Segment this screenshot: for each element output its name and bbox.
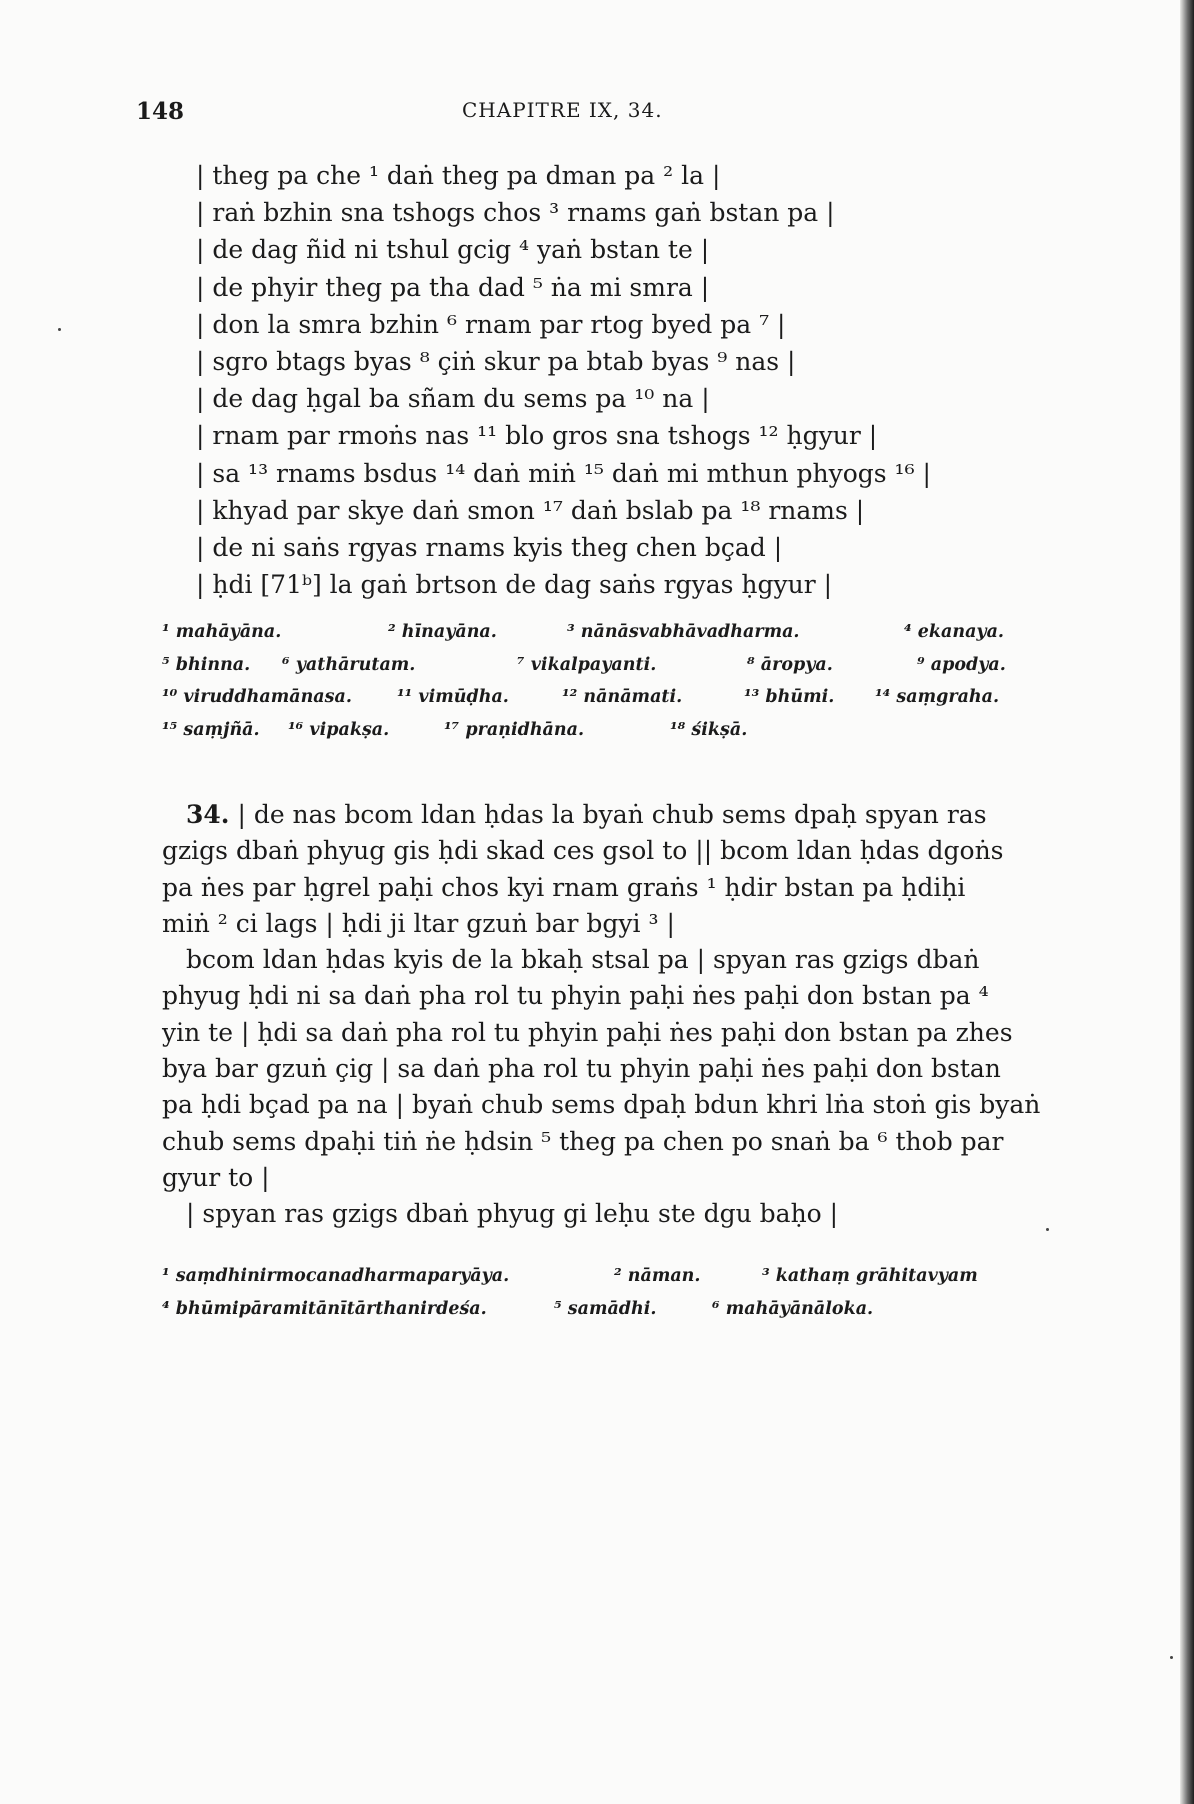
footnote: ¹⁶ vipakṣa. bbox=[288, 719, 390, 740]
verse-line: | rnam par rmoṅs nas ¹¹ blo gros sna tshogs ¹² ḥgyur | bbox=[196, 421, 878, 451]
chapter-title: CHAPITRE IX, 34. bbox=[462, 98, 663, 122]
footnote: ³ kathaṃ grāhitavyam bbox=[762, 1266, 978, 1286]
verse-line: | don la smra bzhin ⁶ rnam par rtog byed pa ⁷ | bbox=[196, 309, 786, 339]
verse-line: | sa ¹³ rnams bsdus ¹⁴ daṅ miṅ ¹⁵ daṅ mi mthun phyogs ¹⁶ | bbox=[196, 458, 931, 488]
footnote: ¹² nānāmati. bbox=[562, 687, 683, 708]
verse-block bbox=[196, 157, 996, 603]
footnote: ⁵ samādhi. bbox=[554, 1298, 657, 1319]
section-34 bbox=[162, 797, 1041, 1233]
footnote: ¹ saṃdhinirmocanadharmaparyāya. bbox=[162, 1266, 510, 1286]
verse-line: | de phyir theg pa tha dad ⁵ ṅa mi smra | bbox=[196, 272, 710, 302]
verse-line: | de ni saṅs rgyas rnams kyis theg chen bçad | bbox=[196, 533, 783, 563]
footnote: ¹³ bhūmi. bbox=[744, 687, 835, 708]
footnote-row bbox=[162, 1260, 1032, 1293]
footnote-row bbox=[162, 616, 1032, 649]
page-edge-shadow bbox=[1180, 0, 1194, 1804]
footnote: ¹¹ vimūḍha. bbox=[397, 687, 509, 708]
verse-line: | sgro btags byas ⁸ çiṅ skur pa btab byas ⁹ nas | bbox=[196, 347, 796, 377]
footnote-row bbox=[162, 1293, 1032, 1326]
paragraph-line: pa ṅes par ḥgrel paḥi chos kyi rnam graṅs ¹ ḥdir bstan pa ḥdiḥi bbox=[162, 872, 966, 902]
chapter-colophon: | spyan ras gzigs dbaṅ phyug gi leḥu ste dgu baḥo | bbox=[186, 1199, 839, 1229]
footnote-row bbox=[162, 714, 1032, 747]
running-head bbox=[136, 98, 1016, 128]
section-number: 34. bbox=[186, 800, 230, 829]
footnote: ⁸ āropya. bbox=[747, 654, 833, 675]
footnote: ⁶ yathārutam. bbox=[282, 654, 416, 675]
footnote: ⁶ mahāyānāloka. bbox=[712, 1298, 874, 1319]
paragraph-line: gyur to | bbox=[162, 1162, 270, 1192]
paragraph-line: bcom ldan ḥdas kyis de la bkaḥ stsal pa | spyan ras gzigs dbaṅ bbox=[186, 945, 980, 975]
verse-line: | de dag ñid ni tshul gcig ⁴ yaṅ bstan te | bbox=[196, 235, 710, 265]
scan-speck bbox=[1170, 1656, 1173, 1659]
scan-speck bbox=[58, 328, 61, 331]
footnote: ² nāman. bbox=[614, 1266, 701, 1286]
verse-line: | de dag ḥgal ba sñam du sems pa ¹⁰ na | bbox=[196, 384, 710, 414]
paragraph-line: miṅ ² ci lags | ḥdi ji ltar gzuṅ bar bgyi ³ | bbox=[162, 908, 675, 938]
verse-line: | khyad par skye daṅ smon ¹⁷ daṅ bslab pa ¹⁸ rnams | bbox=[196, 495, 865, 525]
paragraph-line: yin te | ḥdi sa daṅ pha rol tu phyin paḥi ṅes paḥi don bstan pa zhes bbox=[162, 1017, 1013, 1047]
paragraph-line: bya bar gzuṅ çig | sa daṅ pha rol tu phyin paḥi ṅes paḥi don bstan bbox=[162, 1054, 1001, 1084]
footnote: ⁷ vikalpayanti. bbox=[517, 654, 657, 675]
footnote: ⁴ bhūmipāramitānītārthanirdeśa. bbox=[162, 1298, 487, 1319]
footnote: ¹⁰ viruddhamānasa. bbox=[162, 687, 352, 708]
footnote: ⁵ bhinna. bbox=[162, 654, 251, 675]
footnote-row bbox=[162, 681, 1032, 714]
verse-line: | theg pa che ¹ daṅ theg pa dman pa ² la | bbox=[196, 161, 721, 190]
footnote: ⁴ ekanaya. bbox=[904, 622, 1005, 642]
footnote: ³ nānāsvabhāvadharma. bbox=[567, 622, 800, 642]
verse-line: | raṅ bzhin sna tshogs chos ³ rnams gaṅ bstan pa | bbox=[196, 198, 835, 228]
footnote: ¹⁸ śikṣā. bbox=[670, 719, 748, 740]
scan-speck bbox=[1046, 1228, 1049, 1231]
paragraph-line: gzigs dbaṅ phyug gis ḥdi skad ces gsol to || bcom ldan ḥdas dgoṅs bbox=[162, 836, 1004, 866]
footnotes-section bbox=[162, 1260, 1032, 1325]
paragraph-text: | de nas bcom ldan ḥdas la byaṅ chub sems dpaḥ spyan ras bbox=[229, 800, 987, 829]
footnote: ¹ mahāyāna. bbox=[162, 622, 282, 642]
paragraph-line: chub sems dpaḥi tiṅ ṅe ḥdsin ⁵ theg pa chen po snaṅ ba ⁶ thob par bbox=[162, 1126, 1004, 1156]
footnote: ⁹ apodya. bbox=[917, 654, 1006, 675]
paragraph-line: pa ḥdi bçad pa na | byaṅ chub sems dpaḥ bdun khri lṅa stoṅ gis byaṅ bbox=[162, 1090, 1041, 1120]
paragraph-line: phyug ḥdi ni sa daṅ pha rol tu phyin paḥi ṅes paḥi don bstan pa ⁴ bbox=[162, 981, 989, 1011]
footnote: ¹⁷ praṇidhāna. bbox=[444, 719, 585, 740]
footnote: ² hīnayāna. bbox=[388, 622, 497, 642]
verse-line: | ḥdi [71ᵇ] la gaṅ brtson de dag saṅs rgyas ḥgyur | bbox=[196, 570, 833, 600]
footnote: ¹⁵ saṃjñā. bbox=[162, 719, 260, 740]
footnote-row bbox=[162, 649, 1032, 682]
page-number: 148 bbox=[136, 98, 185, 125]
paragraph-line bbox=[162, 797, 1018, 833]
footnote: ¹⁴ saṃgraha. bbox=[875, 687, 1000, 708]
footnotes-verses bbox=[162, 616, 1032, 746]
